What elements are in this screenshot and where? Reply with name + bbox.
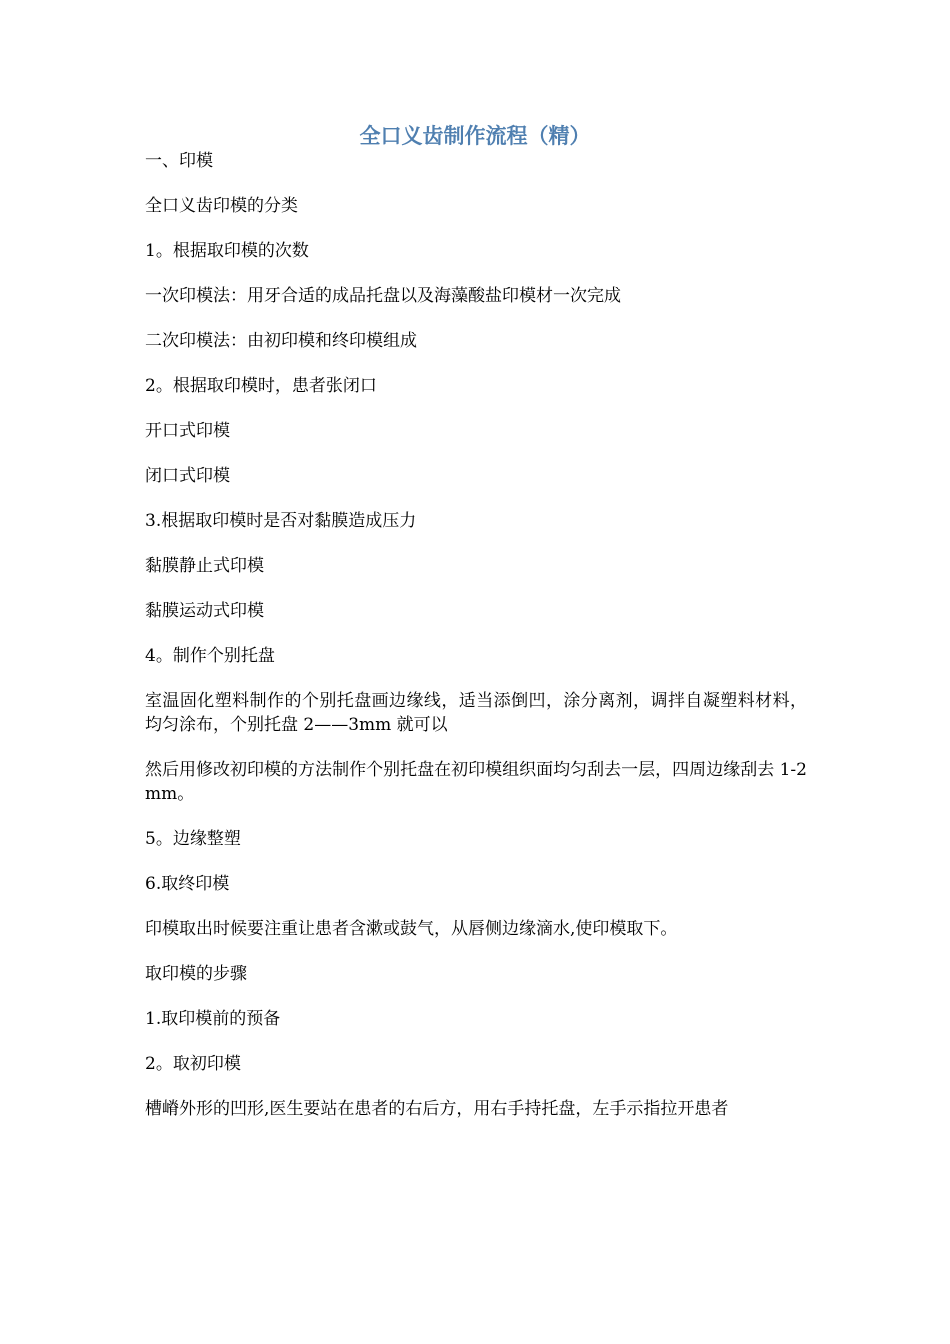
paragraph: 印模取出时候要注重让患者含漱或鼓气，从唇侧边缘滴水,使印模取下。 [145, 919, 678, 939]
paragraph: 一次印模法：用牙合适的成品托盘以及海藻酸盐印模材一次完成 [145, 286, 621, 306]
paragraph: 槽嵴外形的凹形,医生要站在患者的右后方，用右手持托盘，左手示指拉开患者 [145, 1099, 729, 1119]
paragraph: 然后用修改初印模的方法制作个别托盘在初印模组织面均匀刮去一层，四周边缘刮去 1-2mm。 [145, 760, 807, 804]
paragraph: 黏膜运动式印模 [145, 601, 264, 621]
paragraph: 闭口式印模 [145, 466, 230, 486]
paragraph: 室温固化塑料制作的个别托盘画边缘线，适当添倒凹，涂分离剂，调拌自凝塑料材料，均匀涂布，个别托盘 2——3mm 就可以 [145, 691, 807, 735]
paragraph: 3.根据取印模时是否对黏膜造成压力 [145, 511, 417, 531]
paragraph: 2。根据取印模时，患者张闭口 [145, 376, 377, 396]
paragraph: 1.取印模前的预备 [145, 1009, 281, 1029]
paragraph: 全口义齿印模的分类 [145, 196, 298, 216]
paragraph: 2。取初印模 [145, 1054, 241, 1074]
paragraph: 二次印模法：由初印模和终印模组成 [145, 331, 417, 351]
paragraph: 黏膜静止式印模 [145, 556, 264, 576]
paragraph: 取印模的步骤 [145, 964, 247, 984]
paragraph: 开口式印模 [145, 421, 230, 441]
paragraph: 一、印模 [145, 151, 213, 171]
paragraph: 6.取终印模 [145, 874, 230, 894]
document-body [145, 149, 807, 1142]
paragraph: 4。制作个别托盘 [145, 646, 275, 666]
paragraph: 5。边缘整塑 [145, 829, 241, 849]
document-title: 全口义齿制作流程（精） [359, 123, 591, 148]
paragraph: 1。根据取印模的次数 [145, 241, 309, 261]
